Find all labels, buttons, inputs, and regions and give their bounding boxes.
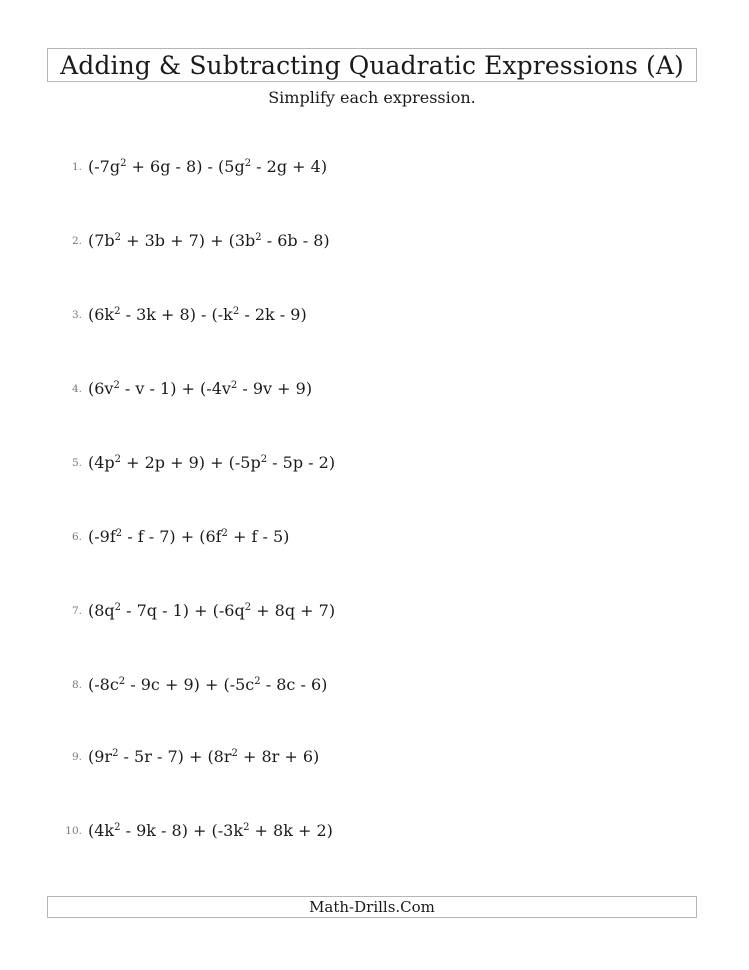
exponent: 2	[254, 676, 261, 687]
expr-part: - 3k + 8) - (-k	[120, 305, 233, 324]
expr-part: - 5p - 2)	[267, 453, 336, 472]
problem-item	[54, 674, 327, 702]
problem-expression	[88, 453, 335, 472]
problem-expression	[88, 527, 289, 546]
footer-site-name: Math-Drills.Com	[309, 898, 435, 916]
problem-expression	[88, 157, 327, 176]
problem-item	[54, 304, 307, 332]
expr-part: + 6g - 8) - (5g	[126, 157, 245, 176]
problem-item	[54, 452, 335, 480]
expr-part: - 9k - 8) + (-3k	[120, 821, 244, 840]
problem-expression	[88, 601, 335, 620]
expr-part: - 5r - 7) + (8r	[118, 747, 232, 766]
exponent: 2	[114, 602, 122, 613]
exponent: 2	[231, 748, 238, 759]
problem-expression	[88, 821, 333, 840]
footer-box	[47, 896, 697, 918]
expr-part: + 8k + 2)	[249, 821, 333, 840]
problem-expression	[88, 675, 327, 694]
exponent: 2	[120, 158, 127, 169]
exponent: 2	[221, 528, 228, 539]
expr-part: - 2g + 4)	[251, 157, 328, 176]
title-box	[47, 48, 697, 82]
problem-number: 6.	[71, 530, 82, 543]
expr-part: (4k	[88, 821, 115, 840]
expr-part: - 2k - 9)	[239, 305, 307, 324]
exponent: 2	[243, 822, 250, 833]
expr-part: (6k	[88, 305, 115, 324]
problem-expression	[88, 231, 330, 250]
problem-item	[54, 230, 330, 258]
problem-item	[54, 746, 319, 774]
problem-number: 7.	[71, 604, 82, 617]
expr-part: + 8q + 7)	[251, 601, 336, 620]
expr-part: (6v	[88, 379, 114, 398]
expr-part: (9r	[88, 747, 113, 766]
exponent: 2	[114, 454, 122, 465]
expr-part: - 6b - 8)	[261, 231, 330, 250]
expr-part: - v - 1) + (-4v	[119, 379, 231, 398]
expr-part: + 2p + 9) + (-5p	[121, 453, 261, 472]
exponent: 2	[260, 454, 268, 465]
problem-expression	[88, 747, 319, 766]
exponent: 2	[244, 602, 252, 613]
problem-number: 10.	[65, 824, 82, 837]
problem-number: 9.	[71, 750, 82, 763]
exponent: 2	[115, 528, 123, 539]
expr-part: - 9v + 9)	[237, 379, 313, 398]
worksheet-title: Adding & Subtracting Quadratic Expressions (A)	[60, 51, 684, 80]
expr-part: + 8r + 6)	[237, 747, 320, 766]
expr-part: (7b	[88, 231, 115, 250]
problem-item	[54, 156, 327, 184]
problem-number: 2.	[71, 234, 82, 247]
expr-part: - 8c - 6)	[260, 675, 328, 694]
exponent: 2	[118, 676, 126, 687]
exponent: 2	[244, 158, 252, 169]
problem-number: 1.	[71, 160, 82, 173]
problem-item	[54, 526, 289, 554]
expr-part: (-8c	[88, 675, 119, 694]
expr-part: (-9f	[88, 527, 116, 546]
worksheet-instructions: Simplify each expression.	[268, 88, 476, 107]
problem-expression	[88, 379, 312, 398]
expr-part: - 9c + 9) + (-5c	[125, 675, 255, 694]
exponent: 2	[113, 380, 120, 391]
expr-part: (8q	[88, 601, 115, 620]
exponent: 2	[230, 380, 238, 391]
problem-number: 3.	[71, 308, 82, 321]
exponent: 2	[112, 748, 119, 759]
expr-part: + 3b + 7) + (3b	[121, 231, 256, 250]
problem-item	[54, 378, 312, 406]
problem-item	[54, 600, 335, 628]
exponent: 2	[114, 232, 122, 243]
expr-part: (4p	[88, 453, 115, 472]
problem-number: 8.	[71, 678, 82, 691]
expr-part: - 7q - 1) + (-6q	[121, 601, 245, 620]
problem-number: 4.	[71, 382, 82, 395]
exponent: 2	[232, 306, 240, 317]
exponent: 2	[255, 232, 262, 243]
problem-expression	[88, 305, 307, 324]
problem-item	[54, 820, 333, 848]
expr-part: (-7g	[88, 157, 121, 176]
exponent: 2	[114, 306, 121, 317]
expr-part: + f - 5)	[227, 527, 290, 546]
problem-number: 5.	[71, 456, 82, 469]
expr-part: - f - 7) + (6f	[122, 527, 222, 546]
exponent: 2	[114, 822, 121, 833]
